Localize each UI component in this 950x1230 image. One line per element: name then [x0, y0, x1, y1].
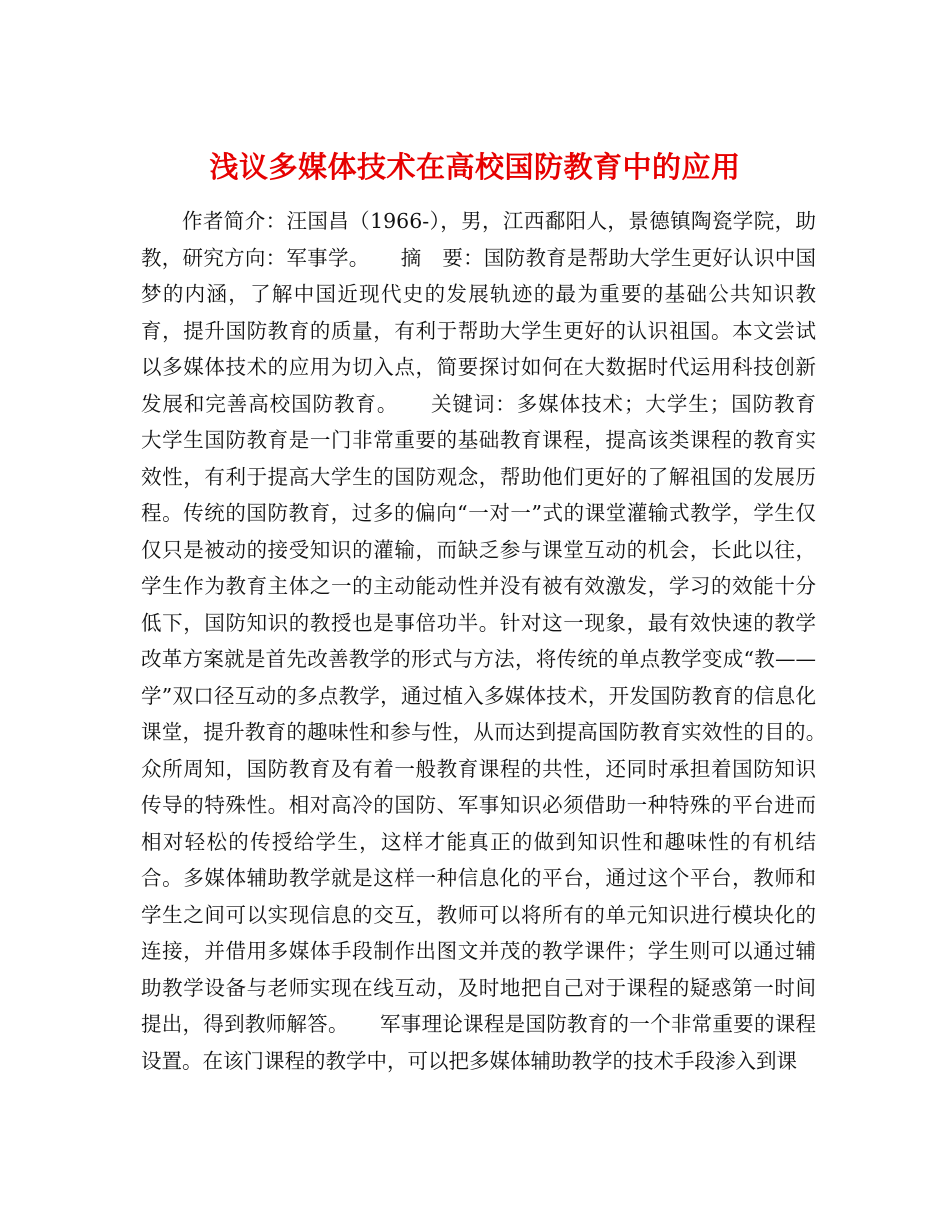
document-body	[141, 203, 857, 1079]
body-paragraph: 作者简介：汪国昌（1966-），男，江西鄱阳人，景德镇陶瓷学院，助教，研究方向：军事学。 摘 要：国防教育是帮助大学生更好认识中国梦的内涵，了解中国近现代史的发展轨迹的最为重要的基础公共知识教育，提升国防教育的质量，有利于帮助大学生更好的认识祖国。本文尝试以多媒体技术的应用为切入点，简要探讨如何在大数据时代运用科技创新发展和完善高校国防教育。 关键词：多媒体技术；大学生；国防教育 大学生国防教育是一门非常重要的基础教育课程，提高该类课程的教育实效性，有利于提高大学生的国防观念，帮助他们更好的了解祖国的发展历程。传统的国防教育，过多的偏向“一对一”式的课堂灌输式教学，学生仅仅只是被动的接受知识的灌输，而缺乏参与课堂互动的机会，长此以往，学生作为教育主体之一的主动能动性并没有被有效激发，学习的效能十分低下，国防知识的教授也是事倍功半。针对这一现象，最有效快速的教学改革方案就是首先改善教学的形式与方法，将传统的单点教学变成“教——学”双口径互动的多点教学，通过植入多媒体技术，开发国防教育的信息化课堂，提升教育的趣味性和参与性，从而达到提高国防教育实效性的目的。 众所周知，国防教育及有着一般教育课程的共性，还同时承担着国防知识传导的特殊性。相对高冷的国防、军事知识必须借助一种特殊的平台进而相对轻松的传授给学生，这样才能真正的做到知识性和趣味性的有机结合。多媒体辅助教学就是这样一种信息化的平台，通过这个平台，教师和学生之间可以实现信息的交互，教师可以将所有的单元知识进行模块化的连接，并借用多媒体手段制作出图文并茂的教学课件；学生则可以通过辅助教学设备与老师实现在线互动，及时地把自己对于课程的疑惑第一时间提出，得到教师解答。 军事理论课程是国防教育的一个非常重要的课程设置。在该门课程的教学中，可以把多媒体辅助教学的技术手段渗入到课	[141, 209, 857, 1073]
document-title: 浅议多媒体技术在高校国防教育中的应用	[209, 150, 741, 185]
